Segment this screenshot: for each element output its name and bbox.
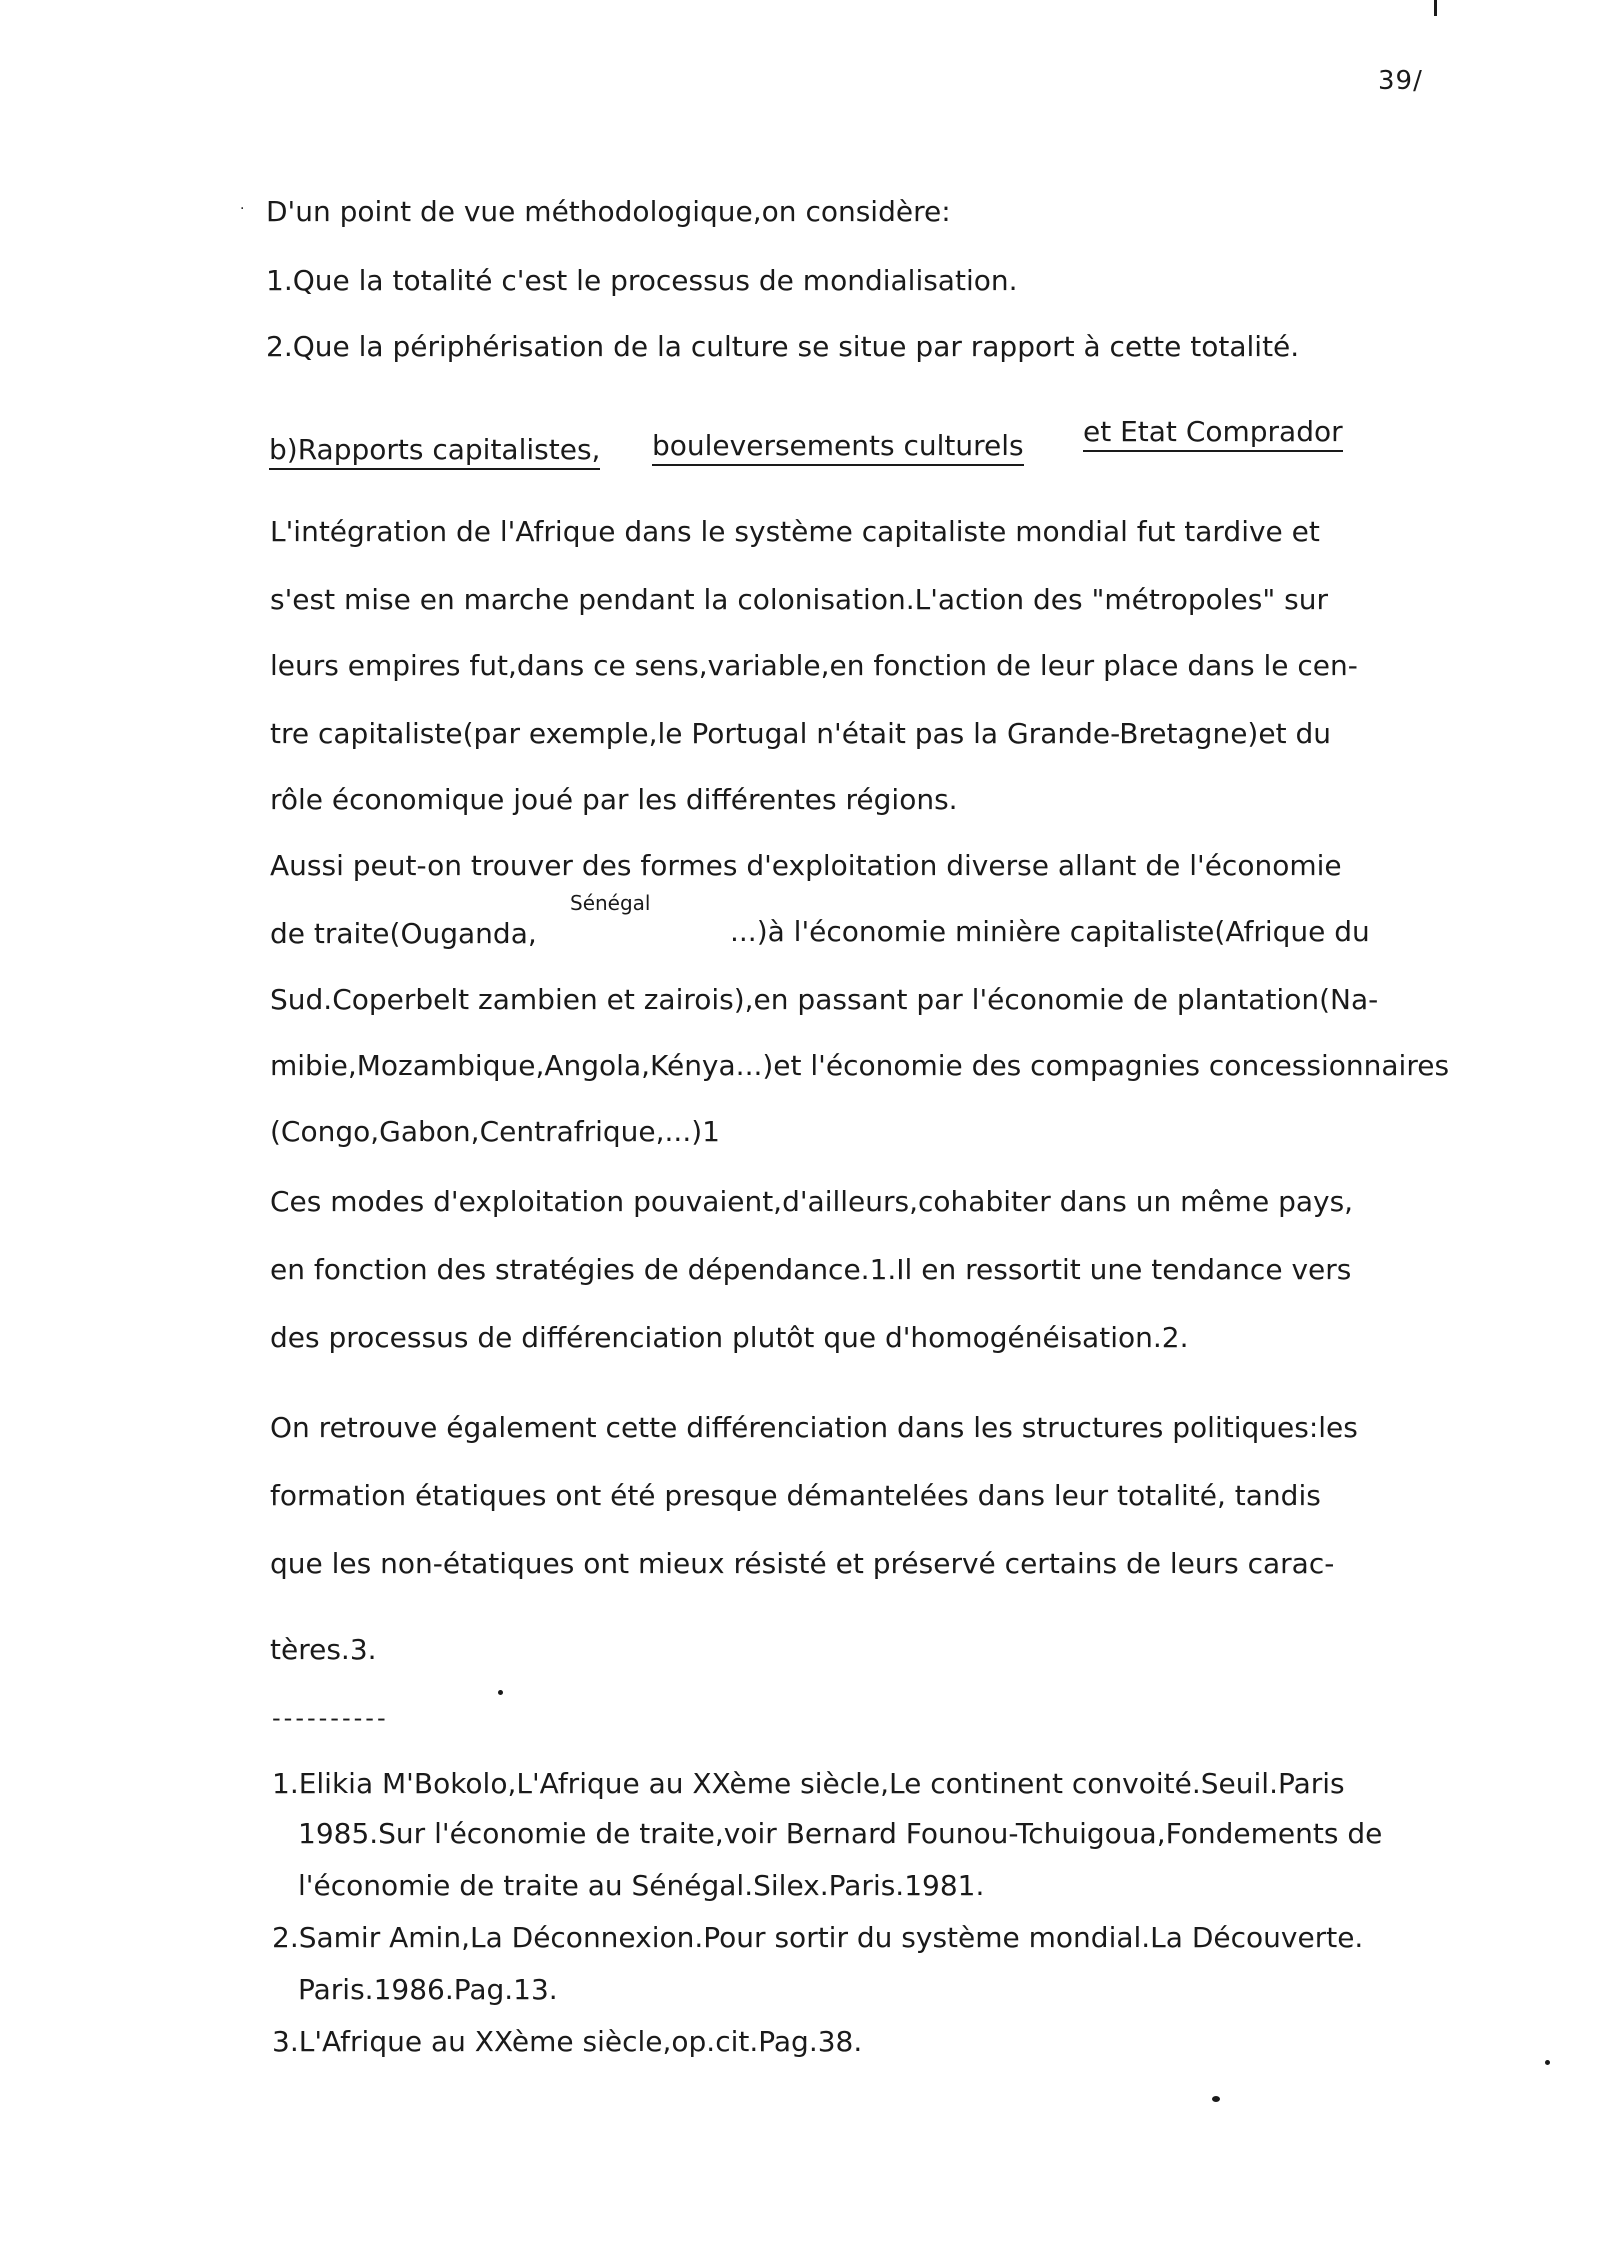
handwritten-insertion: Sénégal <box>570 891 651 915</box>
paragraph-2-line-5: (Congo,Gabon,Centrafrique,...)1 <box>270 1115 720 1148</box>
intro-point-1: 1.Que la totalité c'est le processus de mondialisation. <box>266 264 1018 297</box>
top-edge-mark <box>1434 0 1437 16</box>
paragraph-3-line-1: Ces modes d'exploitation pouvaient,d'ailleurs,cohabiter dans un même pays, <box>270 1185 1354 1218</box>
section-heading-part-a <box>269 433 601 466</box>
paragraph-1-line-4: tre capitaliste(par exemple,le Portugal n'était pas la Grande-Bretagne)et du <box>270 717 1331 750</box>
paragraph-1-line-1: L'intégration de l'Afrique dans le système capitaliste mondial fut tardive et <box>270 515 1320 548</box>
stray-mark <box>1545 2060 1550 2065</box>
stray-mark <box>498 1690 503 1695</box>
section-heading-part-c <box>1083 415 1343 448</box>
section-heading-underlined-b: bouleversements culturels <box>652 429 1024 466</box>
page-number: 39/ <box>1378 66 1423 96</box>
section-heading-underlined-a: b)Rapports capitalistes, <box>269 433 600 470</box>
paragraph-4-line-3: que les non-étatiques ont mieux résisté et préservé certains de leurs carac- <box>270 1547 1335 1580</box>
intro-point-2: 2.Que la périphérisation de la culture se situe par rapport à cette totalité. <box>266 330 1300 363</box>
section-heading-underlined-c: et Etat Comprador <box>1083 415 1343 452</box>
footnote-1-line-3: l'économie de traite au Sénégal.Silex.Paris.1981. <box>298 1869 985 1902</box>
paragraph-3-line-2: en fonction des stratégies de dépendance.1.Il en ressortit une tendance vers <box>270 1253 1352 1286</box>
footnote-3-line-1: 3.L'Afrique au XXème siècle,op.cit.Pag.38. <box>272 2025 863 2058</box>
section-heading-part-b <box>652 429 1024 462</box>
paragraph-1-line-5: rôle économique joué par les différentes régions. <box>270 783 958 816</box>
intro-lead: D'un point de vue méthodologique,on considère: <box>266 195 951 228</box>
footnote-separator: ---------- <box>272 1704 389 1732</box>
paragraph-2-line-2-start: de traite(Ouganda, <box>270 917 537 950</box>
paragraph-2-line-3: Sud.Coperbelt zambien et zairois),en passant par l'économie de plantation(Na- <box>270 983 1379 1016</box>
paragraph-4-line-4: tères.3. <box>270 1633 377 1666</box>
paragraph-2-line-2-end: ...)à l'économie minière capitaliste(Afrique du <box>730 915 1370 948</box>
paragraph-1-line-3: leurs empires fut,dans ce sens,variable,en fonction de leur place dans le cen- <box>270 649 1358 682</box>
paragraph-2-line-4: mibie,Mozambique,Angola,Kénya...)et l'économie des compagnies concessionnaires <box>270 1049 1450 1082</box>
paragraph-4-line-1: On retrouve également cette différenciation dans les structures politiques:les <box>270 1411 1358 1444</box>
bullet-mark: · <box>240 201 245 217</box>
footnote-1-line-2: 1985.Sur l'économie de traite,voir Bernard Founou-Tchuigoua,Fondements de <box>298 1817 1383 1850</box>
paragraph-2-line-1: Aussi peut-on trouver des formes d'exploitation diverse allant de l'économie <box>270 849 1342 882</box>
stray-mark <box>1212 2096 1220 2102</box>
paragraph-1-line-2: s'est mise en marche pendant la colonisation.L'action des "métropoles" sur <box>270 583 1328 616</box>
footnote-1-line-1: 1.Elikia M'Bokolo,L'Afrique au XXème siècle,Le continent convoité.Seuil.Paris <box>272 1767 1345 1800</box>
footnote-2-line-2: Paris.1986.Pag.13. <box>298 1973 558 2006</box>
paragraph-4-line-2: formation étatiques ont été presque démantelées dans leur totalité, tandis <box>270 1479 1321 1512</box>
paragraph-3-line-3: des processus de différenciation plutôt que d'homogénéisation.2. <box>270 1321 1189 1354</box>
footnote-2-line-1: 2.Samir Amin,La Déconnexion.Pour sortir du système mondial.La Découverte. <box>272 1921 1364 1954</box>
